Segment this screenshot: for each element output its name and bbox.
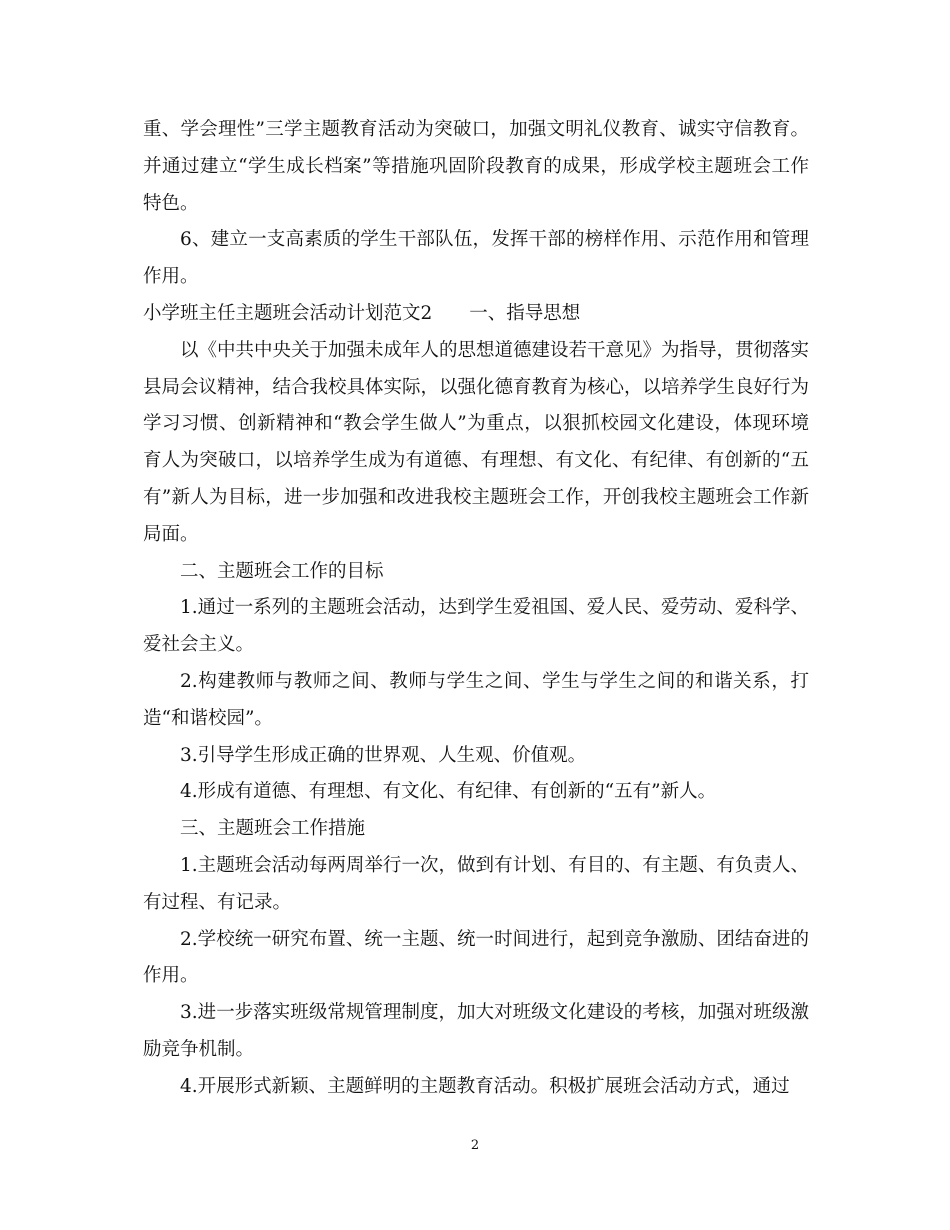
- goal-item-3: 3.引导学生形成正确的世界观、人生观、价值观。: [180, 744, 587, 766]
- goal-item-2: 2.构建教师与教师之间、教师与学生之间、学生与学生之间的和谐关系，打造“和谐校园”。: [143, 670, 809, 729]
- measure-item-3: 3.进一步落实班级常规管理制度，加大对班级文化建设的考核，加强对班级激励竞争机制。: [143, 1002, 809, 1060]
- goal-item-4: 4.形成有道德、有理想、有文化、有纪律、有创新的“五有”新人。: [180, 781, 717, 803]
- section-heading-guiding-thought: 小学班主任主题班会活动计划范文2 一、指导思想: [143, 302, 581, 324]
- measure-item-4: 4.开展形式新颖、主题鲜明的主题教育活动。积极扩展班会活动方式，通过: [180, 1075, 790, 1097]
- paragraph-1: 重、学会理性”三学主题教育活动为突破口，加强文明礼仪教育、诚实守信教育。并通过建立“学生成长档案”等措施巩固阶段教育的成果，形成学校主题班会工作特色。: [143, 119, 809, 214]
- paragraph-2: 6、建立一支高素质的学生干部队伍，发挥干部的榜样作用、示范作用和管理作用。: [143, 229, 809, 288]
- section-heading-measures: 三、主题班会工作措施: [180, 818, 366, 840]
- page-body: [143, 112, 809, 1106]
- section-heading-goals: 二、主题班会工作的目标: [180, 560, 384, 582]
- page-number: 2: [470, 1138, 480, 1153]
- measure-item-1: 1.主题班会活动每两周举行一次，做到有计划、有目的、有主题、有负责人、有过程、有记录。: [143, 854, 809, 913]
- goal-item-1: 1.通过一系列的主题班会活动，达到学生爱祖国、爱人民、爱劳动、爱科学、爱社会主义。: [143, 597, 809, 656]
- measure-item-2: 2.学校统一研究布置、统一主题、统一时间进行，起到竞争激励、团结奋进的作用。: [143, 928, 809, 987]
- paragraph-4: 以《中共中央关于加强未成年人的思想道德建设若干意见》为指导，贯彻落实县局会议精神，结合我校具体实际，以强化德育教育为核心，以培养学生良好行为学习习惯、创新精神和“教会学生做人”为重点，以狠抓校园文化建设，体现环境育人为突破口，以培养学生成为有道德、有理想、有文化、有纪律、有创新的“五有”新人为目标，进一步加强和改进我校主题班会工作，开创我校主题班会工作新局面。: [143, 339, 810, 545]
